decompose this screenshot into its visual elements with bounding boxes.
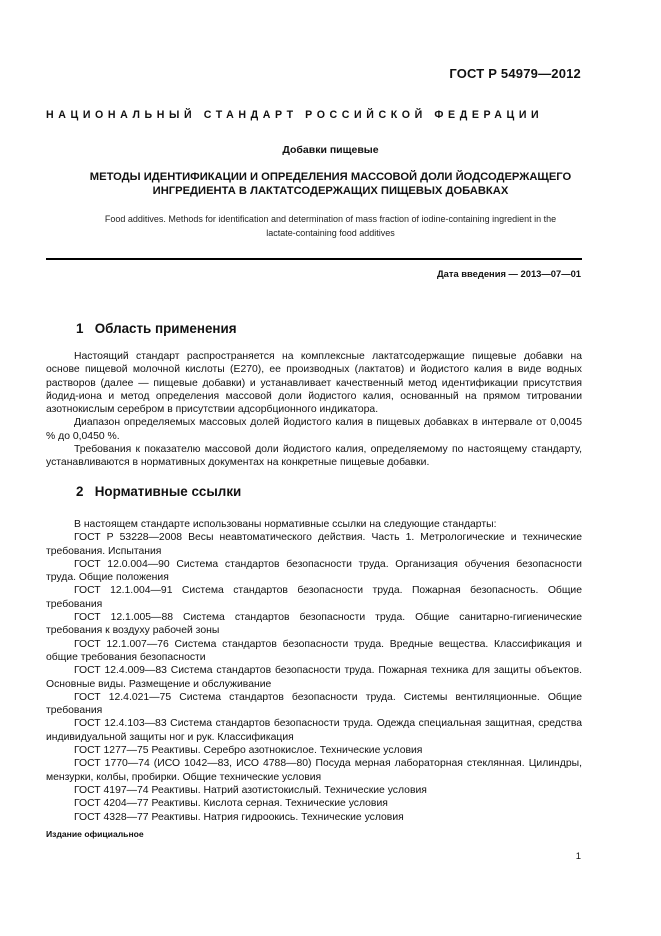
- paragraph: Требования к показателю массовой доли йодистого калия, определяемому по настоящему стандарту, устанавливаются в нормативных документах на конкретные пищевые добавки.: [46, 444, 582, 469]
- reference-item: ГОСТ 12.4.021—75 Система стандартов безопасности труда. Системы вентиляционные. Общие требования: [46, 691, 582, 717]
- title-line-2: ИНГРЕДИЕНТА В ЛАКТАТСОДЕРЖАЩИХ ПИЩЕВЫХ ДОБАВКАХ: [152, 185, 509, 197]
- section-2-heading: [76, 484, 241, 499]
- reference-item: ГОСТ Р 53228—2008 Весы неавтоматического действия. Часть 1. Метрологические и технические требования. Испытания: [46, 532, 582, 557]
- introduction-date: Дата введения — 2013—07—01: [436, 268, 581, 279]
- section-1-title: Область применения: [94, 321, 237, 336]
- english-title-line-1: Food additives. Methods for identification and determination of mass fraction of iodine-containing ingredient in the: [104, 214, 557, 224]
- reference-item: ГОСТ 4204—77 Реактивы. Кислота серная. Технические условия: [74, 798, 388, 810]
- paragraph: Настоящий стандарт распространяется на комплексные лактатсодержащие пищевые добавки на основе пищевой молочной кислоты (Е270), ее производных (лактатов) и йодистого калия в виде водных растворов (далее — пищевые добавки) и устанавливает качественный метод идентификации присутствия йодид-иона и метод определения массовой доли йодистого калия, основанный на прямом титровании азотнокислым серебром в присутствии адсорбционного индикатора.: [46, 351, 582, 416]
- document-subtitle: Добавки пищевые: [282, 144, 379, 156]
- section-2-body: [46, 518, 582, 824]
- reference-item: ГОСТ 12.1.007—76 Система стандартов безопасности труда. Вредные вещества. Классификация и общие требования безопасности: [46, 638, 582, 663]
- reference-item: ГОСТ 12.0.004—90 Система стандартов безопасности труда. Организация обучения безопасности труда. Общие положения: [46, 558, 582, 584]
- paragraph: Диапазон определяемых массовых долей йодистого калия в пищевых добавках в интервале от 0,0045 % до 0,0450 %.: [46, 417, 582, 442]
- english-title: [60, 212, 601, 240]
- reference-item: ГОСТ 12.4.103—83 Система стандартов безопасности труда. Одежда специальная защитная, средства индивидуальной защиты ног и рук. Классификация: [46, 718, 582, 743]
- reference-item: ГОСТ 12.4.009—83 Система стандартов безопасности труда. Пожарная техника для защиты объектов. Основные виды. Размещение и обслуживание: [46, 665, 582, 690]
- national-standard-heading: НАЦИОНАЛЬНЫЙ СТАНДАРТ РОССИЙСКОЙ ФЕДЕРАЦИИ: [46, 109, 544, 121]
- english-title-line-2: lactate-containing food additives: [266, 228, 395, 238]
- section-1-body: [46, 350, 582, 470]
- document-code: ГОСТ Р 54979—2012: [449, 66, 581, 81]
- document-title: [60, 170, 601, 198]
- section-2-number: 2: [76, 484, 84, 499]
- reference-item: ГОСТ 12.1.005—88 Система стандартов безопасности труда. Общие санитарно-гигиенические требования к воздуху рабочей зоны: [46, 612, 582, 637]
- reference-item: ГОСТ 1277—75 Реактивы. Серебро азотнокислое. Технические условия: [74, 745, 423, 757]
- paragraph: В настоящем стандарте использованы нормативные ссылки на следующие стандарты:: [74, 519, 497, 530]
- section-1-number: 1: [76, 321, 84, 336]
- official-edition-note: Издание официальное: [46, 829, 144, 839]
- reference-item: ГОСТ 12.1.004—91 Система стандартов безопасности труда. Пожарная безопасность. Общие требования: [46, 585, 582, 610]
- header-divider: [46, 258, 582, 260]
- section-2-title: Нормативные ссылки: [94, 484, 242, 499]
- title-line-1: МЕТОДЫ ИДЕНТИФИКАЦИИ И ОПРЕДЕЛЕНИЯ МАССОВОЙ ДОЛИ ЙОДСОДЕРЖАЩЕГО: [89, 171, 572, 183]
- section-1-heading: [76, 321, 237, 336]
- reference-item: ГОСТ 1770—74 (ИСО 1042—83, ИСО 4788—80) Посуда мерная лабораторная стеклянная. Цилиндры, мензурки, колбы, пробирки. Общие технические условия: [46, 758, 582, 783]
- reference-item: ГОСТ 4328—77 Реактивы. Натрия гидроокись. Технические условия: [74, 811, 404, 823]
- page-number: 1: [575, 851, 581, 862]
- reference-item: ГОСТ 4197—74 Реактивы. Натрий азотистокислый. Технические условия: [74, 784, 427, 796]
